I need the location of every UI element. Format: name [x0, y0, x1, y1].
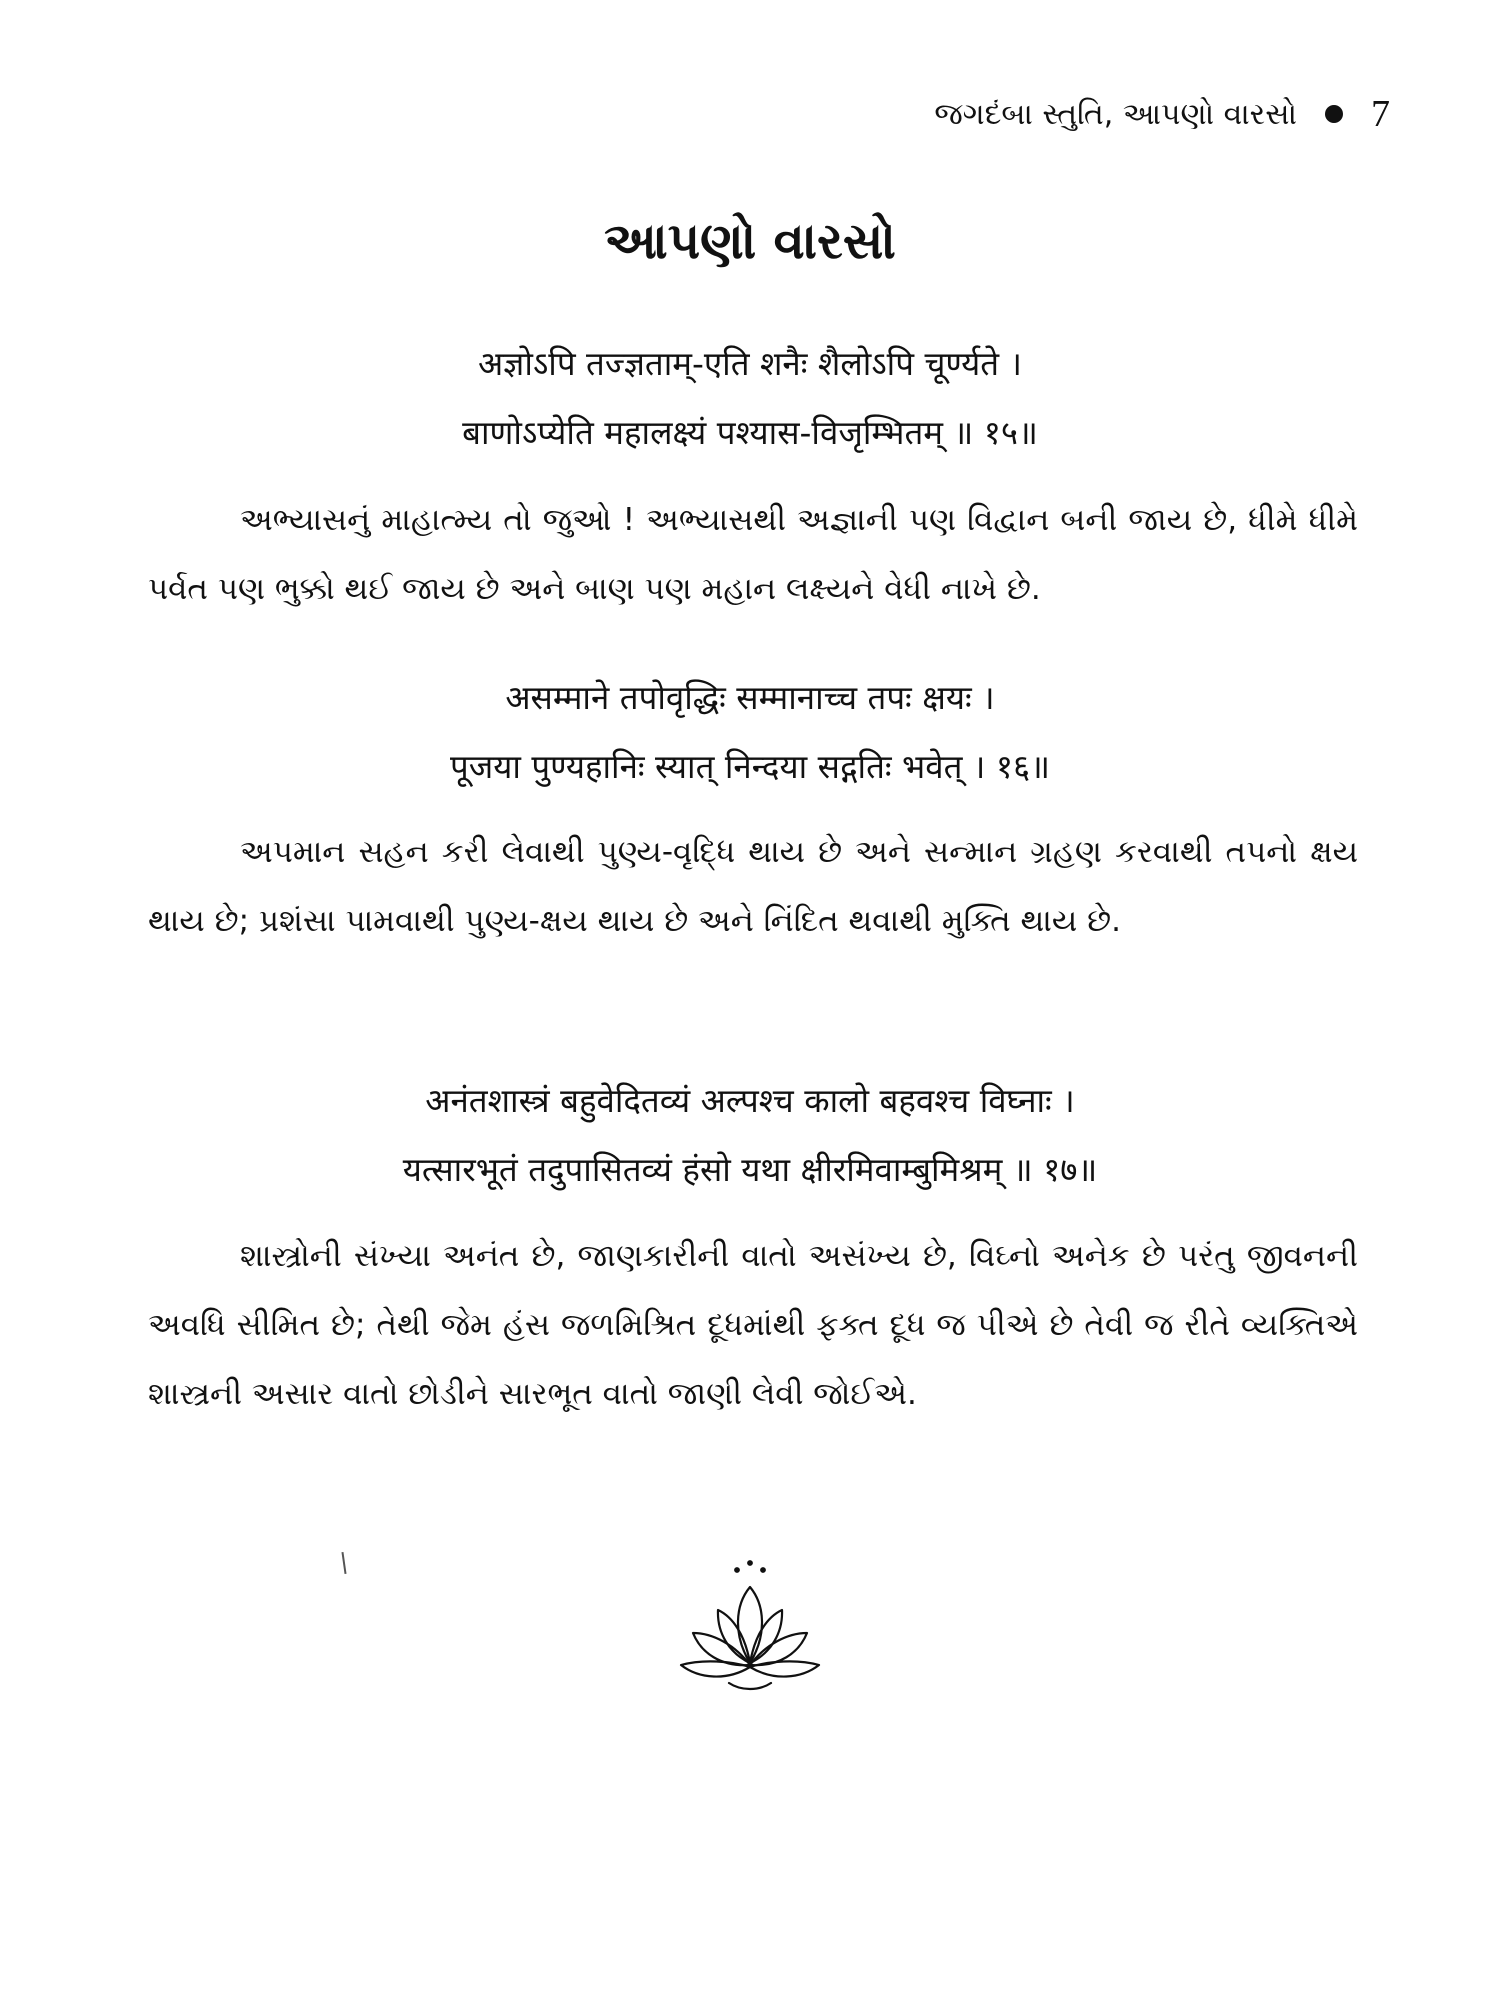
scan-mark — [341, 1552, 346, 1574]
verse-line: अज्ञोऽपि तज्ज्ञताम्-एति शनैः शैलोऽपि चूर्ण्यते । — [477, 344, 1023, 383]
verse-line: अनंतशास्त्रं बहुवेदितव्यं अल्पश्च कालो बहवश्च विघ्नाः । — [425, 1081, 1075, 1120]
verse-line: असम्माने तपोवृद्धिः सम्मानाच्च तपः क्षयः । — [505, 678, 995, 717]
meaning-15 — [148, 486, 1358, 624]
verse-17 — [150, 1066, 1350, 1204]
chapter-title: આપણો વારસો — [604, 212, 896, 270]
verse-15 — [150, 329, 1350, 467]
meaning-paragraph: અપમાન સહન કરી લેવાથી પુણ્ય-વૃદ્ધિ થાય છે અને સન્માન ગ્રહણ કરવાથી તપનો ક્ષય થાય છે; પ્રશંસા પામવાથી પુણ્ય-ક્ષય થાય છે અને નિંદિત થવાથી મુક્તિ થાય છે. — [148, 834, 1358, 939]
verse-line: यत्सारभूतं तदुपासितव्यं हंसो यथा क्षीरमिवाम्बुमिश्रम् ॥ १७॥ — [402, 1150, 1098, 1189]
bullet-icon — [1325, 105, 1343, 123]
running-title: જગદંબા સ્તુતિ, આપણો વારસો — [934, 96, 1297, 132]
verse-line: बाणोऽप्येति महालक्ष्यं पश्यास-विजृम्भितम् ॥ १५॥ — [462, 413, 1038, 452]
meaning-16 — [148, 818, 1358, 956]
meaning-paragraph: શાસ્ત્રોની સંખ્યા અનંત છે, જાણકારીની વાતો અસંખ્ય છે, વિઘ્નો અનેક છે પરંતુ જીવનની અવધિ સીમિત છે; તેથી જેમ હંસ જળમિશ્રિત દૂધમાંથી ફક્ત દૂધ જ પીએ છે તેવી જ રીતે વ્યક્તિએ શાસ્ત્રની અસાર વાતો છોડીને સારભૂત વાતો જાણી લેવી જોઈએ. — [148, 1238, 1358, 1412]
meaning-17 — [148, 1222, 1358, 1429]
verse-line: पूजया पुण्यहानिः स्यात् निन्दया सद्गतिः भवेत् । १६॥ — [450, 747, 1050, 786]
running-header — [934, 92, 1390, 136]
verse-16 — [150, 663, 1350, 801]
page-number: 7 — [1371, 93, 1390, 135]
lotus-icon — [671, 1555, 829, 1705]
meaning-paragraph: અભ્યાસનું માહાત્મ્ય તો જુઓ ! અભ્યાસથી અજ્ઞાની પણ વિદ્વાન બની જાય છે, ધીમે ધીમે પર્વત પણ ભુક્કો થઈ જાય છે અને બાણ પણ મહાન લક્ષ્યને વેધી નાખે છે. — [148, 502, 1358, 607]
